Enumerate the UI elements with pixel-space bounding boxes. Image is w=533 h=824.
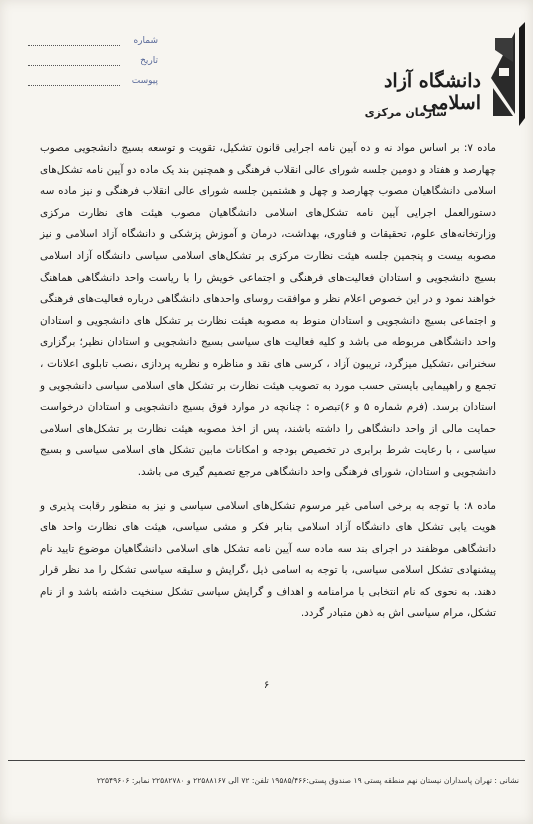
number-field — [28, 36, 158, 54]
page-number: ۶ — [263, 680, 270, 691]
university-logo — [485, 18, 529, 130]
article-7-paragraph: ماده ۷: بر اساس مواد نه و ده آیین نامه اجرایی قانون تشکیل، تقویت و توسعه بسیج دانشجویی مصوب چهارصد و هفتاد و دومین جلسه شورای عالی انقلاب فرهنگی و همچنین بند یک ماده دو آیین نامه تشکل‌های اسلامی دانشگاهیان مصوب چهارصد و چهل و هشتمین جلسه شورای عالی انقلاب فرهنگی و نیز ماده سه دستورالعمل اجرایی آیین نامه تشکل‌های اسلامی دانشگاهیان مصوب هیئت های نظارت مرکزی وزارتخانه‌های علوم، تحقیقات و فناوری، بهداشت، درمان و آموزش پزشکی و دانشگاه آزاد اسلامی و نیز مصوبه بیست و پنجمین جلسه هیئت نظارت مرکزی بر تشکل‌های اسلامی سیاسی دانشگاه آزاد اسلامی بسیج دانشجویی و استادان فعالیت‌های فرهنگی و اجتماعی خویش را با ریاست واحد دانشگاهی هماهنگ خواهند نمود و در این خصوص اعلام نظر و موافقت روسای واحدهای دانشگاهی درباره فعالیت‌های فرهنگی و اجتماعی بسیج دانشجویی و استادان منوط به مصوبه هیئت نظارت بر تشکل های دانشجویی و استادان واحد دانشگاهی مربوطه می باشد و کلیه فعالیت های سیاسی بسیج دانشجویی و استادان نظیر؛ برگزاری سخنرانی ،تشکیل میزگرد، تریبون آزاد ، کرسی های نقد و مناظره و نظریه پردازی ،نصب تابلوی اعلانات ، تجمع و راهپیمایی بایستی حسب مورد به تصویب هیئت نظارت بر تشکل های اسلامی سیاسی دانشجویی و استادان برسد. (فرم شماره ۵ و ۶)تبصره : چنانچه در موارد فوق بسیج دانشجویی و استادان درخواست حمایت مالی از واحد دانشگاهی را داشته باشند، پس از اخذ مصوبه هیئت نظارت بر تشکل‌های اسلامی سیاسی ، با رعایت شرط برابری در تخصیص بودجه و امکانات مابین تشکل های اسلامی سیاسی و بسیج دانشجویی و استادان، شورای فرهنگی واحد دانشگاهی مرجع تصمیم گیری می باشد. — [40, 142, 497, 478]
footer-address: نشانی : تهران پاسداران نیستان نهم منطقه پستی ۱۹ صندوق پستی:۱۹۵۸۵/۴۶۶ تلفن: ۷۲ الی ۲۲۵۸۸۱۶۷ و ۲۲۵۸۲۷۸۰ نمابر: ۲۲۵۴۹۶۰۶ — [96, 776, 519, 785]
date-field — [28, 56, 158, 74]
attachment-label: پیوست — [131, 76, 158, 86]
attachment-field — [28, 76, 158, 94]
organization-name: سازمان مرکزی — [364, 106, 447, 119]
date-label: تاریخ — [140, 56, 158, 66]
number-label: شماره — [133, 36, 158, 46]
letter-meta-fields — [28, 36, 158, 96]
footer-divider — [8, 760, 525, 761]
date-dotted-line — [28, 65, 120, 66]
article-8-paragraph: ماده ۸: با توجه به برخی اسامی غیر مرسوم تشکل‌های اسلامی سیاسی و نیز به منظور رقابت پذیری و هویت یابی تشکل های دانشگاه آزاد اسلامی بنابر فکر و مشی سیاسی، هیئت های نظارت واحد های دانشگاهی موظفند در اجرای بند سه ماده سه آیین نامه تشکل های اسلامی دانشگاهیان موضوع تایید نام پیشنهادی تشکل اسلامی سیاسی، با توجه به اسامی ذیل ،گرایش و سلیقه سیاسی تشکل را مد نظر قرار دهند. به نحوی که نام انتخابی با مرامنامه و اهداف و گرایش سیاسی تشکل سنخیت داشته باشد و از نام تشکل، مرام سیاسی اش به ذهن متبادر گردد. — [40, 499, 496, 620]
number-dotted-line — [28, 45, 120, 46]
attachment-dotted-line — [28, 85, 120, 86]
document-body — [40, 138, 496, 625]
university-name: دانشگاه آزاد اسلامی — [383, 70, 481, 114]
